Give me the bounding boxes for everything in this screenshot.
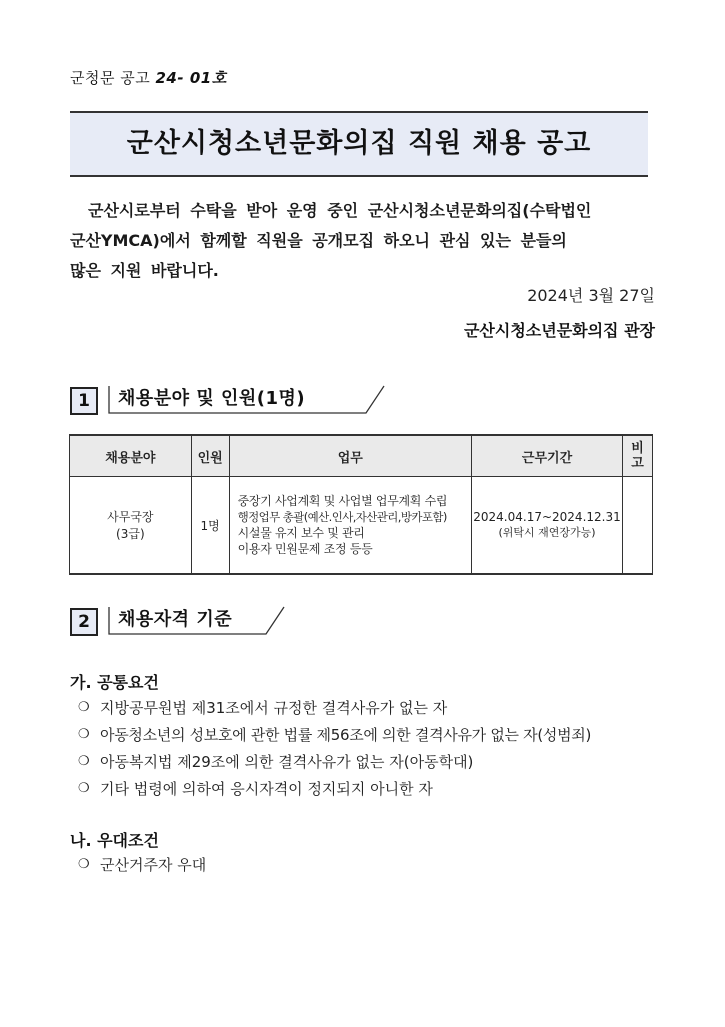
document-number	[70, 67, 227, 88]
header-note-text: 비고	[631, 441, 644, 471]
list-item	[78, 854, 206, 875]
preference-heading: 나. 우대조건	[70, 831, 159, 850]
header-period: 근무기간	[472, 435, 623, 477]
duty-item: 행정업무 총괄(예산.인사,자산관리,방카포함)	[237, 510, 447, 524]
list-item	[78, 697, 447, 718]
signer: 군산시청소년문화의집 관장	[463, 321, 655, 340]
section-2-heading	[108, 606, 232, 634]
page-title: 군산시청소년문화의집 직원 채용 공고	[126, 128, 592, 159]
section-1-number: 1	[70, 387, 98, 415]
header-field: 채용분야	[70, 435, 192, 477]
cell-period-range: 2024.04.17~2024.12.31	[473, 510, 621, 524]
list-item-text: 아동청소년의 성보호에 관한 법률 제56조에 의한 결격사유가 없는 자(성범죄)	[100, 726, 592, 744]
document-number-prefix: 군청문 공고	[70, 69, 151, 87]
circle-bullet-icon: ❍	[78, 857, 90, 872]
cell-field	[70, 477, 192, 575]
cell-period	[472, 477, 623, 575]
list-item-text: 기타 법령에 의하여 응시자격이 정지되지 아니한 자	[100, 780, 433, 798]
duty-item: 중장기 사업계획 및 사업별 업무계획 수립	[237, 494, 448, 508]
table-row	[70, 477, 653, 575]
list-item-text: 지방공무원법 제31조에서 규정한 결격사유가 없는 자	[100, 699, 448, 717]
cell-count: 1명	[191, 477, 229, 575]
header-duty: 업무	[229, 435, 471, 477]
list-item-text: 군산거주자 우대	[100, 856, 207, 874]
cell-field-title: 사무국장	[107, 510, 154, 524]
list-item	[78, 724, 591, 745]
title-banner	[70, 111, 648, 177]
document-number-value: 24- 01호	[155, 69, 227, 87]
duty-item: 이용자 민원문제 조정 등등	[237, 542, 373, 556]
duty-item: 시설물 유지 보수 및 관리	[237, 526, 365, 540]
cell-note	[623, 477, 653, 575]
list-item	[78, 778, 433, 799]
circle-bullet-icon: ❍	[78, 781, 90, 796]
intro-paragraph	[70, 196, 650, 286]
intro-line-3: 많은 지원 바랍니다.	[70, 261, 219, 280]
common-requirements-heading: 가. 공통요건	[70, 673, 159, 692]
section-2-number: 2	[70, 608, 98, 636]
table-header-row	[70, 435, 653, 477]
header-note	[623, 435, 653, 477]
recruitment-table	[69, 434, 653, 575]
list-item	[78, 751, 473, 772]
intro-line-1: 군산시로부터 수탁을 받아 운영 중인 군산시청소년문화의집(수탁법인	[88, 201, 592, 220]
announcement-date: 2024년 3월 27일	[527, 286, 655, 305]
cell-period-note: (위탁시 재연장가능)	[498, 526, 596, 539]
circle-bullet-icon: ❍	[78, 754, 90, 769]
cell-field-grade: (3급)	[116, 527, 145, 541]
circle-bullet-icon: ❍	[78, 727, 90, 742]
circle-bullet-icon: ❍	[78, 700, 90, 715]
section-1-title: 채용분야 및 인원(1명)	[118, 388, 306, 409]
section-1-heading	[108, 385, 305, 413]
header-count: 인원	[191, 435, 229, 477]
section-2-title: 채용자격 기준	[118, 609, 233, 630]
intro-line-2: 군산YMCA)에서 함께할 직원을 공개모집 하오니 관심 있는 분들의	[70, 231, 567, 250]
cell-duty	[229, 477, 471, 575]
list-item-text: 아동복지법 제29조에 의한 결격사유가 없는 자(아동학대)	[100, 753, 474, 771]
